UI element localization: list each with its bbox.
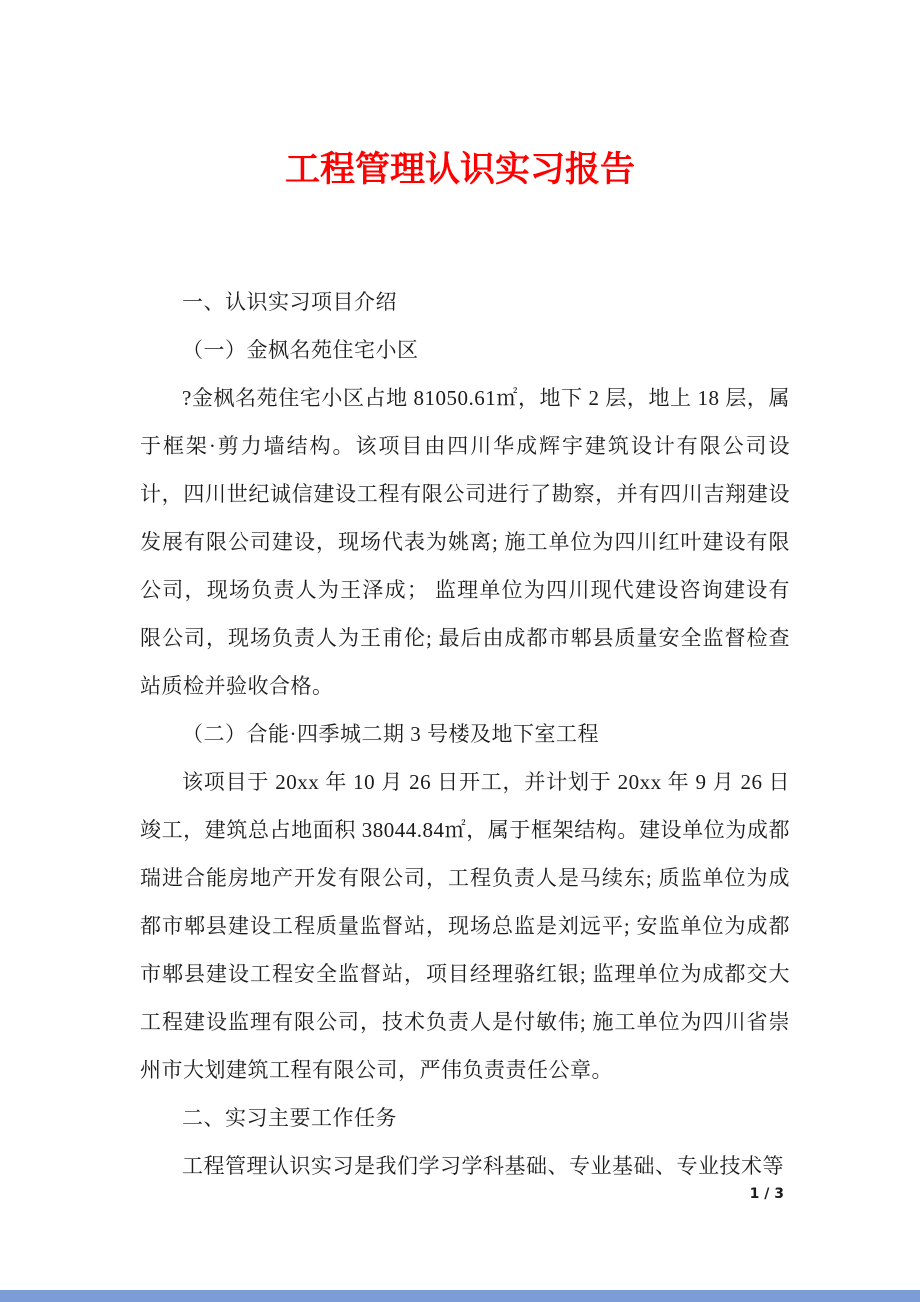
section-heading-1: 一、认识实习项目介绍 bbox=[182, 290, 397, 314]
document-title: 工程管理认识实习报告 bbox=[284, 150, 635, 189]
subsection-heading-1: （一）金枫名苑住宅小区 bbox=[182, 338, 419, 362]
paragraph-tasks-intro: 工程管理认识实习是我们学习学科基础、专业基础、专业技术等 bbox=[182, 1154, 784, 1178]
document-body bbox=[140, 278, 790, 1190]
paragraph-project-1: ?金枫名苑住宅小区占地 81050.61㎡，地下 2 层，地上 18 层，属于框架·剪力墙结构。该项目由四川华成辉宇建筑设计有限公司设计，四川世纪诚信建设工程有限公司进行了勘察，并有四川吉翔建设发展有限公司建设，现场代表为姚离; 施工单位为四川红叶建设有限公司，现场负责人为王泽成； 监理单位为四川现代建设咨询建设有限公司，现场负责人为王甫伦; 最后由成都市郫县质量安全监督检查站质检并验收合格。 bbox=[140, 386, 790, 698]
footer-accent-bar bbox=[0, 1290, 920, 1302]
section-heading-2: 二、实习主要工作任务 bbox=[182, 1106, 397, 1130]
page-number-indicator: 1 / 3 bbox=[749, 1186, 784, 1202]
subsection-heading-2: （二）合能·四季城二期 3 号楼及地下室工程 bbox=[182, 722, 599, 746]
paragraph-project-2: 该项目于 20xx 年 10 月 26 日开工，并计划于 20xx 年 9 月 26 日竣工，建筑总占地面积 38044.84㎡，属于框架结构。建设单位为成都瑞进合能房地产开发有限公司，工程负责人是马续东; 质监单位为成都市郫县建设工程质量监督站，现场总监是刘远平; 安监单位为成都市郫县建设工程安全监督站，项目经理骆红银; 监理单位为成都交大工程建设监理有限公司，技术负责人是付敏伟; 施工单位为四川省崇州市大划建筑工程有限公司，严伟负责责任公章。 bbox=[140, 770, 790, 1082]
